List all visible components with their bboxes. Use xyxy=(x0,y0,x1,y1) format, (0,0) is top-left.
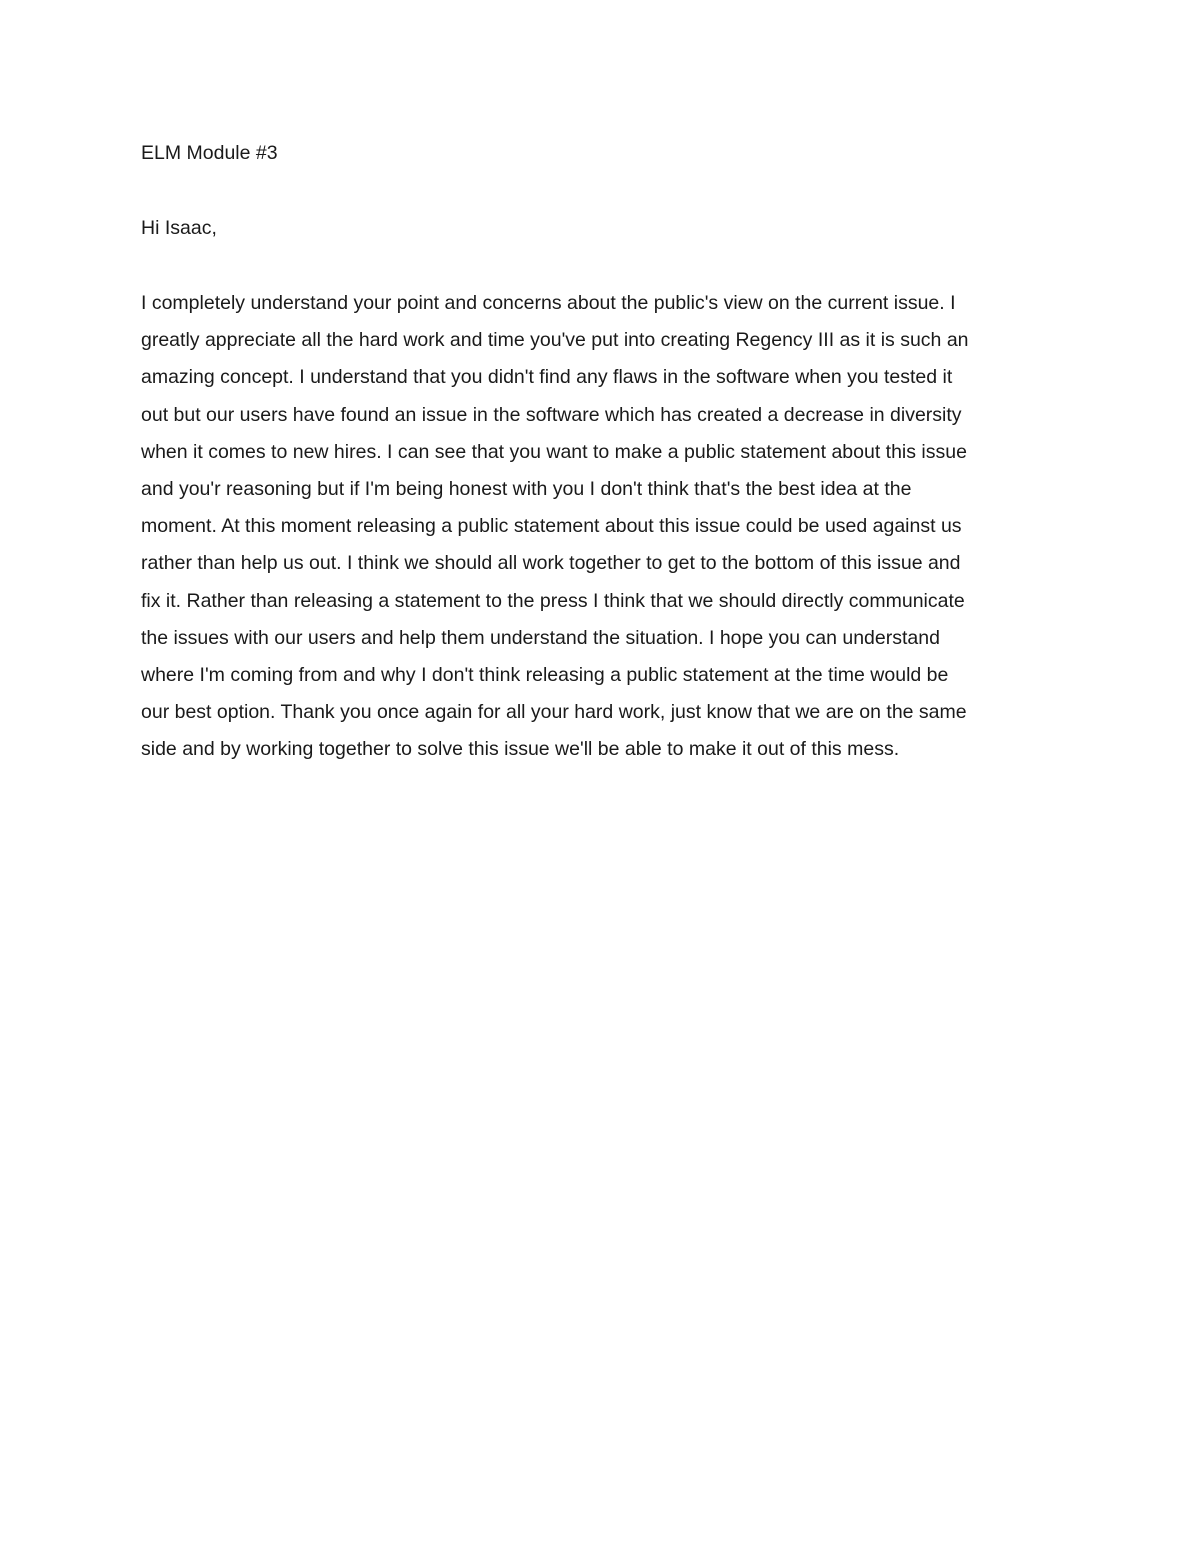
document-title: ELM Module #3 xyxy=(141,142,278,164)
body-line: our best option. Thank you once again for all your hard work, just know that we are on the same xyxy=(141,701,967,724)
body-line: fix it. Rather than releasing a statement to the press I think that we should directly communicate xyxy=(141,589,965,612)
body-line: out but our users have found an issue in the software which has created a decrease in diversity xyxy=(141,403,962,426)
body-line: side and by working together to solve this issue we'll be able to make it out of this mess. xyxy=(141,738,900,761)
body-line: amazing concept. I understand that you didn't find any flaws in the software when you tested it xyxy=(141,366,953,389)
letter-body xyxy=(141,291,969,774)
body-line: moment. At this moment releasing a public statement about this issue could be used against us xyxy=(141,515,962,538)
body-line: greatly appreciate all the hard work and time you've put into creating Regency III as it is such an xyxy=(141,329,969,352)
body-line: where I'm coming from and why I don't think releasing a public statement at the time would be xyxy=(141,663,949,686)
body-line: when it comes to new hires. I can see that you want to make a public statement about this issue xyxy=(141,440,967,463)
letter-greeting: Hi Isaac, xyxy=(141,217,217,239)
body-line: the issues with our users and help them understand the situation. I hope you can understand xyxy=(141,626,940,649)
body-line: and you'r reasoning but if I'm being honest with you I don't think that's the best idea at the xyxy=(141,477,912,500)
body-line: I completely understand your point and concerns about the public's view on the current issue. I xyxy=(141,292,956,314)
body-line: rather than help us out. I think we should all work together to get to the bottom of this issue and xyxy=(141,552,961,575)
